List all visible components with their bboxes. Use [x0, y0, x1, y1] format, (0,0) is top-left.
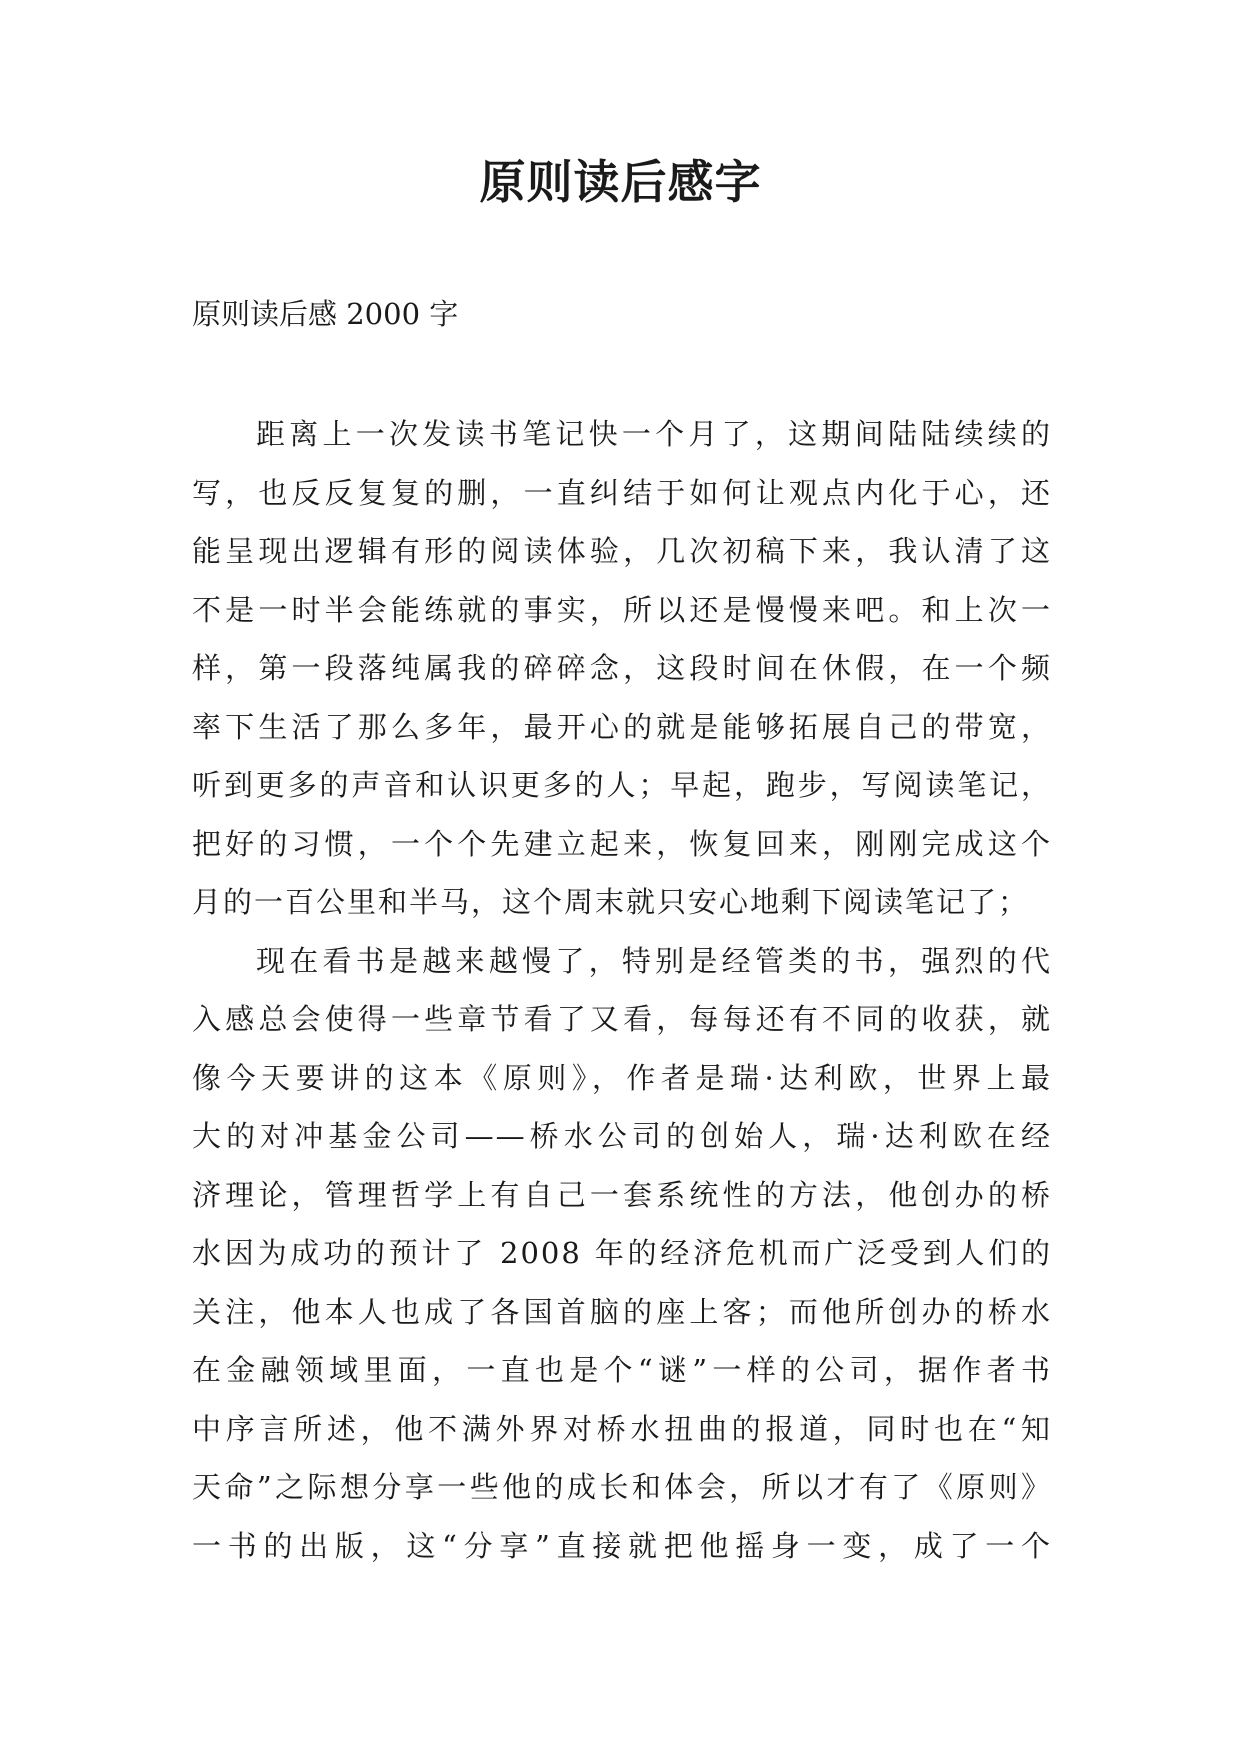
paragraph-1-line: 写，也反反复复的删，一直纠结于如何让观点内化于心，还: [192, 475, 1052, 510]
paragraph-2-line: 在金融领域里面，一直也是个“谜”一样的公司，据作者书: [192, 1353, 1052, 1387]
paragraph-1-line: 率下生活了那么多年，最开心的就是能够拓展自己的带宽，: [192, 709, 1052, 744]
paragraph-2-line: 济理论，管理哲学上有自己一套系统性的方法，他创办的桥: [192, 1177, 1052, 1212]
page-title: 原则读后感字: [479, 155, 762, 209]
paragraph-1-line: 听到更多的声音和认识更多的人；早起，跑步，写阅读笔记，: [192, 768, 1052, 802]
paragraph-2-line: 像今天要讲的这本《原则》，作者是瑞·达利欧，世界上最: [192, 1060, 1052, 1095]
paragraph-2-line: 大的对冲基金公司——桥水公司的创始人，瑞·达利欧在经: [192, 1119, 1052, 1153]
paragraph-2-line: 中序言所述，他不满外界对桥水扭曲的报道，同时也在“知: [192, 1411, 1052, 1446]
paragraph-1-line: 距离上一次发读书笔记快一个月了，这期间陆陆续续的: [256, 417, 1052, 451]
paragraph-2-line: 入感总会使得一些章节看了又看，每每还有不同的收获，就: [192, 1002, 1052, 1036]
paragraph-1-line: 能呈现出逻辑有形的阅读体验，几次初稿下来，我认清了这: [192, 534, 1052, 568]
document-body: [192, 405, 1052, 1575]
paragraph-1-line: 把好的习惯，一个个先建立起来，恢复回来，刚刚完成这个: [192, 826, 1052, 861]
paragraph-2-line: 一书的出版，这“分享”直接就把他摇身一变，成了一个: [192, 1528, 1052, 1563]
paragraph-2-line: 水因为成功的预计了 2008 年的经济危机而广泛受到人们的: [192, 1236, 1052, 1270]
paragraph-2-line: 关注，他本人也成了各国首脑的座上客；而他所创办的桥水: [192, 1294, 1052, 1329]
paragraph-1-line: 不是一时半会能练就的事实，所以还是慢慢来吧。和上次一: [192, 592, 1052, 627]
paragraph-2-line: 现在看书是越来越慢了，特别是经管类的书，强烈的代: [256, 943, 1052, 978]
paragraph-1-line: 月的一百公里和半马，这个周末就只安心地剩下阅读笔记了；: [192, 885, 1030, 919]
document-subtitle: 原则读后感 2000 字: [192, 297, 459, 331]
paragraph-1-line: 样，第一段落纯属我的碎碎念，这段时间在休假，在一个频: [192, 651, 1052, 685]
paragraph-2-line: 天命”之际想分享一些他的成长和体会，所以才有了《原则》: [192, 1470, 1052, 1504]
